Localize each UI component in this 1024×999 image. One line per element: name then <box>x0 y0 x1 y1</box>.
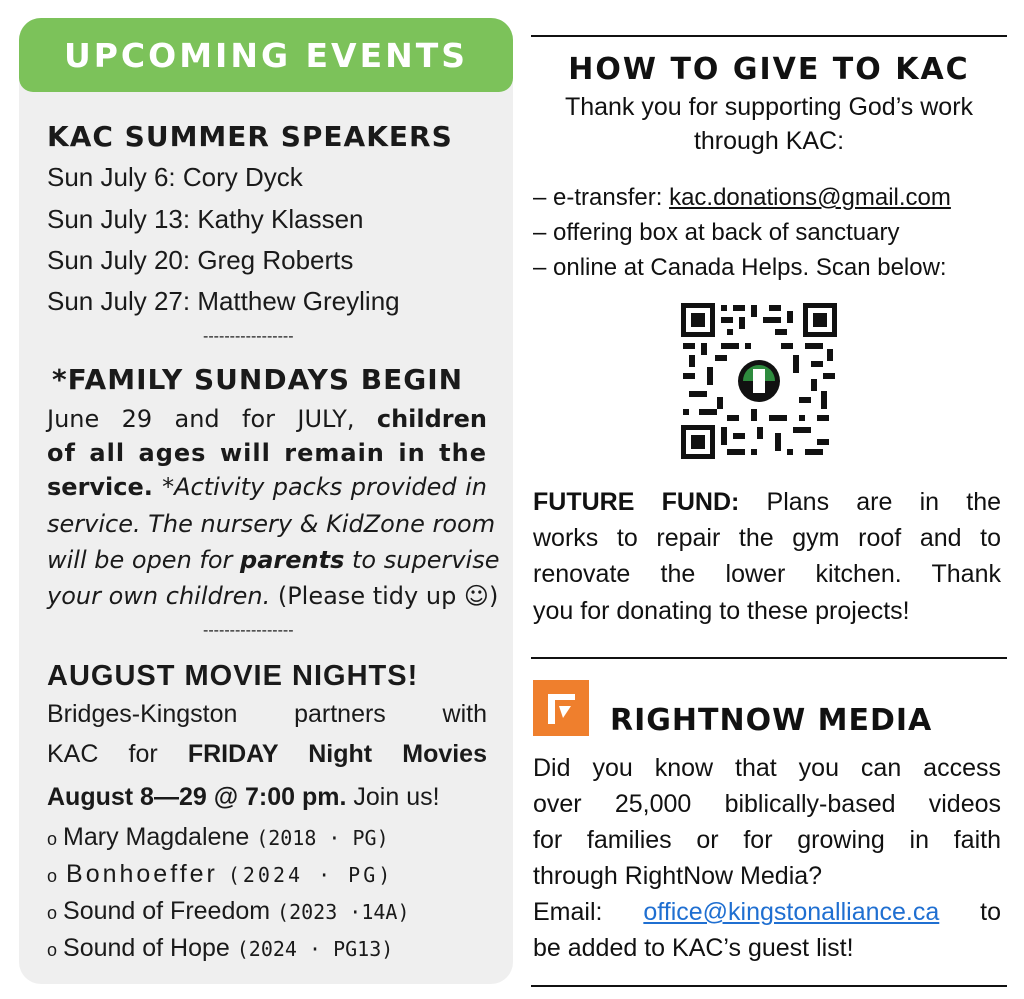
movie-meta: (2024 · PG13) <box>236 937 394 961</box>
movie-title: Mary Magdalene <box>63 823 250 851</box>
future-fund-text: Plans are in the <box>739 488 1001 516</box>
office-email-link[interactable]: office@kingstonalliance.ca <box>643 898 940 926</box>
movie-text-bold: FRIDAY Night Movies <box>187 740 487 768</box>
family-text-bold: service. <box>47 473 163 501</box>
offering-line: – offering box at back of sanctuary <box>533 219 900 246</box>
etransfer-label: – e-transfer: <box>533 184 670 211</box>
family-sundays-heading: *FAMILY SUNDAYS BEGIN <box>52 363 464 396</box>
family-text-line <box>47 582 499 610</box>
etransfer-line <box>533 184 951 212</box>
bullet-icon: o <box>47 903 58 923</box>
speaker-item: Sun July 13: Kathy Klassen <box>47 204 364 234</box>
section-divider: ----------------- <box>203 622 294 639</box>
movie-date-bold: August 8—29 @ 7:00 pm. <box>47 783 347 811</box>
movie-text-line <box>47 740 487 769</box>
future-fund-line: you for donating to these projects! <box>533 597 910 625</box>
family-text-line: service. The nursery & KidZone room <box>47 510 496 538</box>
movie-title: Bonhoeffer <box>66 860 218 888</box>
family-text-bold: parents <box>240 546 345 574</box>
movie-meta: (2024 · PG) <box>227 863 394 887</box>
movie-list-item <box>47 823 389 852</box>
email-label: Email: <box>533 898 644 926</box>
family-text: will be open for <box>47 546 241 574</box>
family-text-line <box>47 473 487 501</box>
qr-code-icon[interactable] <box>681 303 837 459</box>
rightnow-line: Did you know that you can access <box>533 754 1001 782</box>
rightnow-media-logo-icon <box>533 680 589 736</box>
etransfer-email-link[interactable]: kac.donations@gmail.com <box>669 184 951 211</box>
family-text: (Please tidy up ☺) <box>270 582 499 610</box>
rightnow-line: over 25,000 biblically-based videos <box>533 790 1001 818</box>
bottom-rule <box>531 985 1007 987</box>
family-text-italic: your own children. <box>47 582 271 610</box>
speaker-item: Sun July 6: Cory Dyck <box>47 162 303 192</box>
movie-list-item <box>47 897 410 926</box>
future-fund-line: renovate the lower kitchen. Thank <box>533 560 1001 588</box>
upcoming-events-banner: UPCOMING EVENTS <box>19 18 513 92</box>
rightnow-line: be added to KAC’s guest list! <box>533 934 854 962</box>
family-text: to supervise <box>344 546 500 574</box>
speaker-item: Sun July 20: Greg Roberts <box>47 245 354 275</box>
give-thanks-line: Thank you for supporting God’s work <box>564 93 974 121</box>
rightnow-email-line <box>533 898 1001 927</box>
bullet-icon: o <box>47 829 58 849</box>
online-line: – online at Canada Helps. Scan below: <box>533 254 947 281</box>
bullet-icon: o <box>47 940 58 960</box>
movie-title: Sound of Freedom <box>63 897 271 925</box>
movie-nights-heading: AUGUST MOVIE NIGHTS! <box>47 660 419 692</box>
give-heading: HOW TO GIVE TO KAC <box>568 52 970 87</box>
speaker-item: Sun July 27: Matthew Greyling <box>47 286 400 316</box>
movie-list-item <box>47 860 393 889</box>
email-suffix: to <box>939 898 1002 926</box>
family-text-bold: children <box>376 405 487 433</box>
future-fund-label: FUTURE FUND: <box>533 488 740 516</box>
family-text-line: of all ages will remain in the <box>47 439 487 467</box>
top-rule <box>531 35 1007 37</box>
rightnow-heading: RIGHTNOW MEDIA <box>610 703 933 738</box>
movie-text-line <box>47 783 487 812</box>
section-divider: ----------------- <box>203 328 294 345</box>
future-fund-line: works to repair the gym roof and to <box>533 524 1001 552</box>
family-text-line <box>47 405 487 433</box>
movie-meta: (2018 · PG) <box>256 826 389 850</box>
give-thanks-line: through KAC: <box>693 127 845 155</box>
family-text-line <box>47 546 500 574</box>
movie-list-item <box>47 934 393 963</box>
movie-title: Sound of Hope <box>63 934 230 962</box>
movie-text-line: Bridges-Kingston partners with <box>47 700 487 728</box>
movie-text: KAC for <box>47 740 188 768</box>
rightnow-line: for families or for growing in faith <box>533 826 1001 854</box>
future-fund-line <box>533 488 1001 517</box>
family-text-italic: *Activity packs provided in <box>162 473 487 501</box>
movie-meta: (2023 ·14A) <box>277 900 410 924</box>
bullet-icon: o <box>47 866 61 886</box>
rightnow-line: through RightNow Media? <box>533 862 823 890</box>
middle-rule <box>531 657 1007 659</box>
family-text: June 29 and for JULY, <box>47 405 377 433</box>
summer-speakers-heading: KAC SUMMER SPEAKERS <box>47 120 453 153</box>
movie-text: Join us! <box>346 783 440 811</box>
